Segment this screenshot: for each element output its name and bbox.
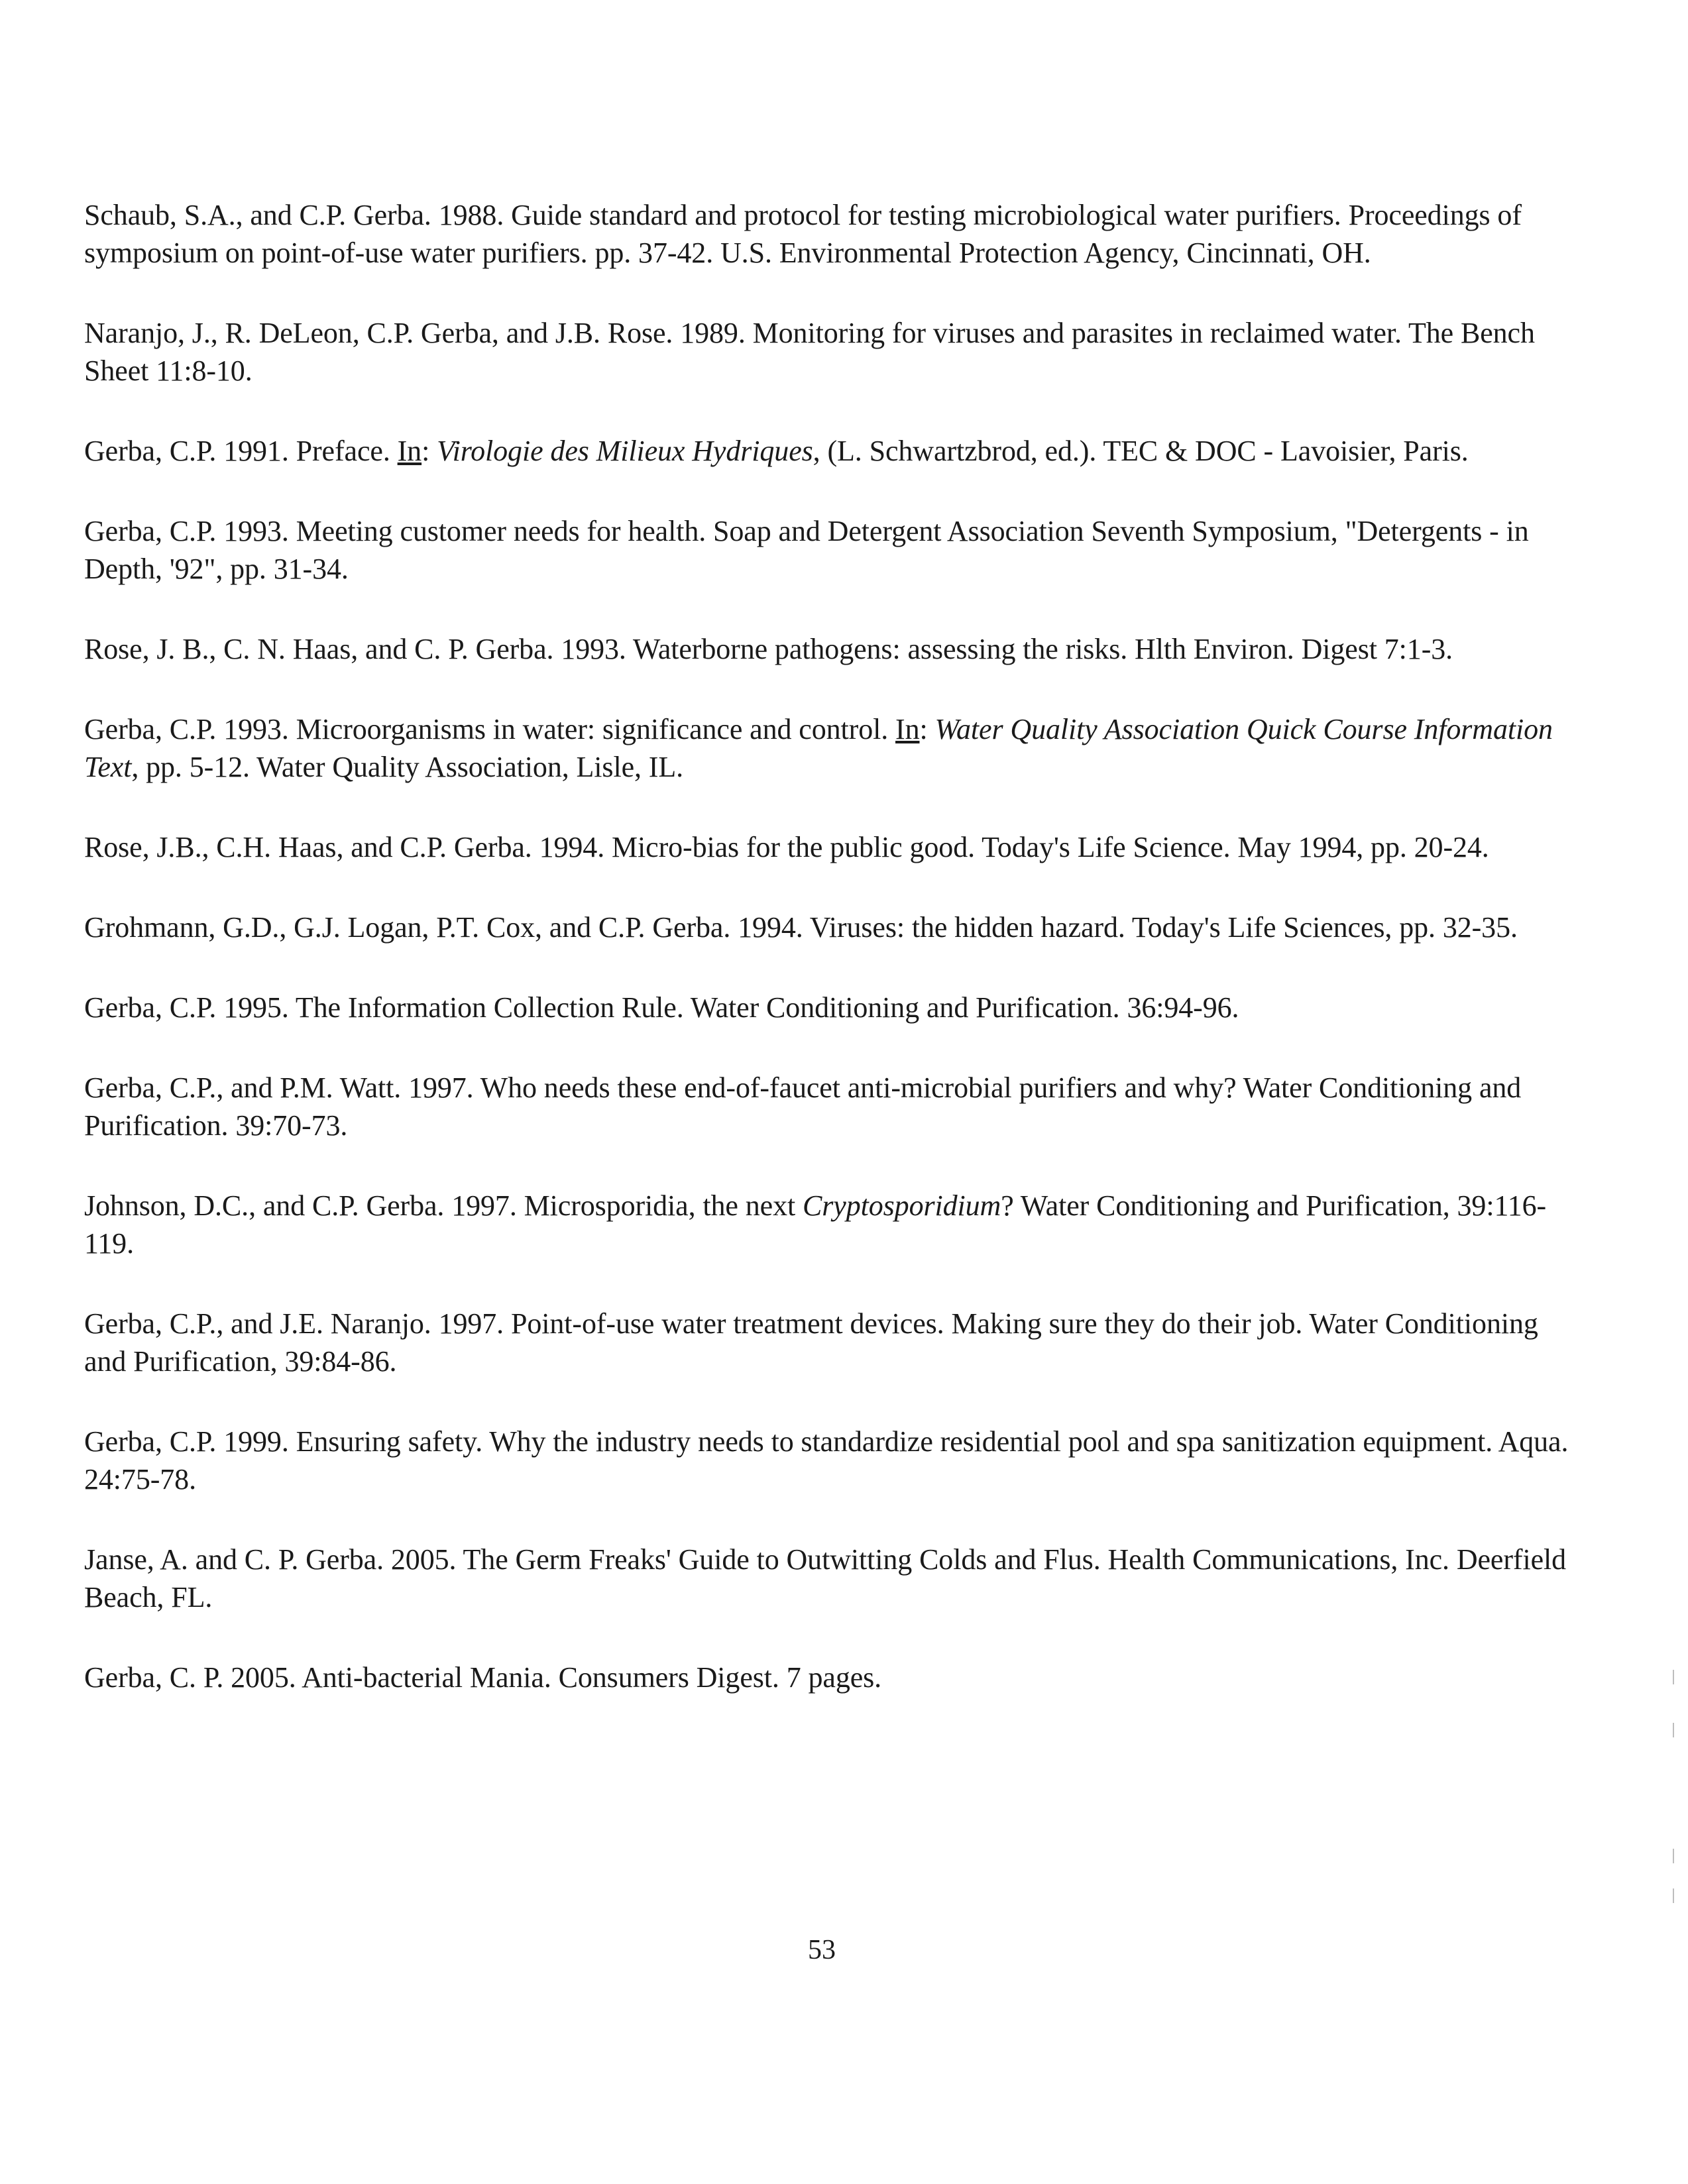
reference-entry: Gerba, C.P., and P.M. Watt. 1997. Who needs these end-of-faucet anti-microbial purifiers and why? Water Conditioning and Purification. 39:70-73. (84, 1071, 1522, 1142)
reference-entry: Gerba, C.P. 1995. The Information Collection Rule. Water Conditioning and Purification. 36:94-96. (84, 991, 1239, 1024)
reference-entry: Gerba, C.P. 1993. Meeting customer needs for health. Soap and Detergent Association Seventh Symposium, "Detergents - in Depth, '92", pp. 31-34. (84, 515, 1529, 585)
reference-entry: Gerba, C.P. 1993. Microorganisms in water: significance and control. In: Water Quality Association Quick Course Information Text, pp. 5-12. Water Quality Association, Lisle, IL. (84, 713, 1553, 783)
reference-entry: Gerba, C.P. 1991. Preface. In: Virologie des Milieux Hydriques, (L. Schwartzbrod, ed.). TEC & DOC - Lavoisier, Paris. (84, 435, 1469, 467)
reference-entry: Grohmann, G.D., G.J. Logan, P.T. Cox, and C.P. Gerba. 1994. Viruses: the hidden hazard. Today's Life Sciences, pp. 32-35. (84, 911, 1518, 944)
scan-edge-mark (1673, 1723, 1674, 1737)
scan-edge-mark (1673, 1670, 1674, 1684)
book-title: Water Quality Association Quick Course Information Text (84, 713, 1553, 783)
book-title: Virologie des Milieux Hydriques (437, 435, 813, 467)
reference-entry: Johnson, D.C., and C.P. Gerba. 1997. Microsporidia, the next Cryptosporidium? Water Conditioning and Purification, 39:116-119. (84, 1189, 1547, 1260)
genus-name: Cryptosporidium (803, 1189, 1001, 1222)
reference-entry: Schaub, S.A., and C.P. Gerba. 1988. Guide standard and protocol for testing microbiological water purifiers. Proceedings of symposium on point-of-use water purifiers. pp. 37-42. U.S. Environmental Protection Agency, Cincinnati, OH. (84, 199, 1522, 269)
scan-edge-mark (1673, 1888, 1674, 1903)
page-number: 53 (808, 1935, 836, 1965)
reference-entry: Gerba, C.P., and J.E. Naranjo. 1997. Point-of-use water treatment devices. Making sure they do their job. Water Conditioning and Purification, 39:84-86. (84, 1307, 1538, 1378)
reference-entry: Gerba, C.P. 1999. Ensuring safety. Why the industry needs to standardize residential pool and spa sanitization equipment. Aqua. 24:75-78. (84, 1425, 1569, 1496)
reference-entry: Janse, A. and C. P. Gerba. 2005. The Germ Freaks' Guide to Outwitting Colds and Flus. Health Communications, Inc. Deerfield Beach, FL. (84, 1543, 1567, 1613)
reference-entry: Naranjo, J., R. DeLeon, C.P. Gerba, and J.B. Rose. 1989. Monitoring for viruses and parasites in reclaimed water. The Bench Sheet 11:8-10. (84, 317, 1535, 387)
in-label: In (397, 435, 422, 467)
reference-list (84, 196, 1569, 1739)
in-label: In (895, 713, 920, 745)
scan-edge-mark (1673, 1849, 1674, 1863)
reference-entry: Rose, J. B., C. N. Haas, and C. P. Gerba. 1993. Waterborne pathogens: assessing the risks. Hlth Environ. Digest 7:1-3. (84, 633, 1453, 665)
reference-entry: Gerba, C. P. 2005. Anti-bacterial Mania. Consumers Digest. 7 pages. (84, 1661, 882, 1694)
reference-entry: Rose, J.B., C.H. Haas, and C.P. Gerba. 1994. Micro-bias for the public good. Today's Life Science. May 1994, pp. 20-24. (84, 831, 1489, 863)
